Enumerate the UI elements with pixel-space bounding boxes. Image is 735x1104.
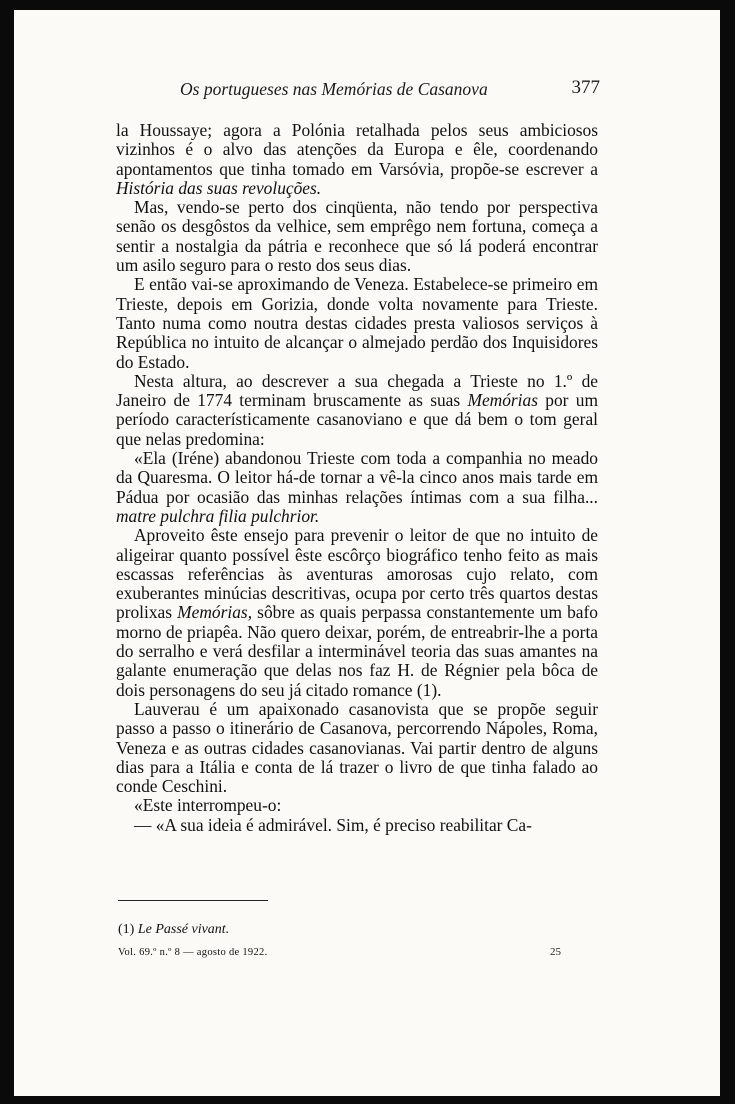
paragraph-5-italic: matre pulchra filia pulchrior. xyxy=(116,505,320,526)
paragraph-8: «Este interrompeu-o: xyxy=(134,795,282,816)
paragraph-6-text-b: sôbre as quais perpassa constantemente um bafo morno de priapêa. Não quero deixar, porém, de entreabrir-lhe a porta do serralho e verá desfilar a interminável teoria das suas amantes na galante enumeração que delas nos faz H. de Régnier pela bôca de dois personagens do seu já citado romance (1). xyxy=(116,602,599,700)
footnote-text: Le Passé vivant. xyxy=(137,922,230,937)
paragraph-9: — «A sua ideia é admirável. Sim, é preciso reabilitar Ca- xyxy=(134,814,532,835)
running-title: Os portugueses nas Memórias de Casanova xyxy=(180,79,488,99)
body-text xyxy=(116,121,598,835)
paragraph-2: Mas, vendo-se perto dos cinqüenta, não tendo por perspectiva senão os desgôstos da velhice, sem emprêgo nem fortuna, começa a sentir a nostalgia da pátria e reconhece que só lá poderá encontrar um asilo seguro para o resto dos seus dias. xyxy=(116,197,598,276)
signature-number: 25 xyxy=(550,946,561,958)
paragraph-5 xyxy=(116,449,598,526)
paragraph-4 xyxy=(116,372,598,449)
paragraph-4-italic: Memórias xyxy=(467,390,538,411)
paragraph-1-italic: História das suas revoluções. xyxy=(116,177,322,198)
paragraph-4-text-b: por um período característicamente casanoviano e que dá bem o tom geral que nelas predomina: xyxy=(116,390,598,449)
paragraph-3: E então vai-se aproximando de Veneza. Estabelece-se primeiro em Trieste, depois em Gorizia, donde volta novamente para Trieste. Tanto numa como noutra destas cidades presta valiosos serviços à República no intuito de alcançar o almejado perdão dos Inquisidores do Estado. xyxy=(116,274,598,372)
paragraph-1 xyxy=(116,121,598,198)
footnote-divider xyxy=(118,900,268,901)
footnote xyxy=(118,922,229,938)
footnote-marker: (1) xyxy=(118,922,135,937)
book-page xyxy=(14,10,720,1096)
paragraph-4-text-a: Nesta altura, ao descrever a sua chegada a Trieste no 1.º de Janeiro de 1774 terminam bruscamente as suas xyxy=(116,370,598,411)
paragraph-6-text-a: Aproveito êste ensejo para prevenir o leitor de que no intuito de aligeirar quanto possível êste escôrço biográfico tenho feito as mais escassas referências às aventuras amorosas cujo relato, com exuberantes minúcias descritivas, ocupa por certo três quartos destas prolixas xyxy=(116,525,598,623)
page-number: 377 xyxy=(571,77,600,98)
signature-line: Vol. 69.º n.º 8 — agosto de 1922. xyxy=(118,947,268,958)
running-header xyxy=(174,77,614,103)
paragraph-6 xyxy=(116,526,598,700)
paragraph-6-italic: Memórias, xyxy=(177,602,253,623)
paragraph-5-text: «Ela (Iréne) abandonou Trieste com toda a companhia no meado da Quaresma. O leitor há-de tornar a vê-la cinco anos mais tarde em Pádua por ocasião das minhas relações íntimas com a sua filha... xyxy=(116,448,598,507)
paragraph-7: Lauverau é um apaixonado casanovista que se propõe seguir passo a passo o itinerário de Casanova, percorrendo Nápoles, Roma, Veneza e as outras cidades casanovianas. Vai partir dentro de alguns dias para a Itália e conta de lá trazer o livro de que tinha falado ao conde Ceschini. xyxy=(116,698,598,797)
paragraph-1-text: la Houssaye; agora a Polónia retalhada pelos seus ambiciosos vizinhos é o alvo das atenções da Europa e êle, coordenando apontamentos que tinha tomado em Varsóvia, propõe-se escrever a xyxy=(116,120,598,179)
